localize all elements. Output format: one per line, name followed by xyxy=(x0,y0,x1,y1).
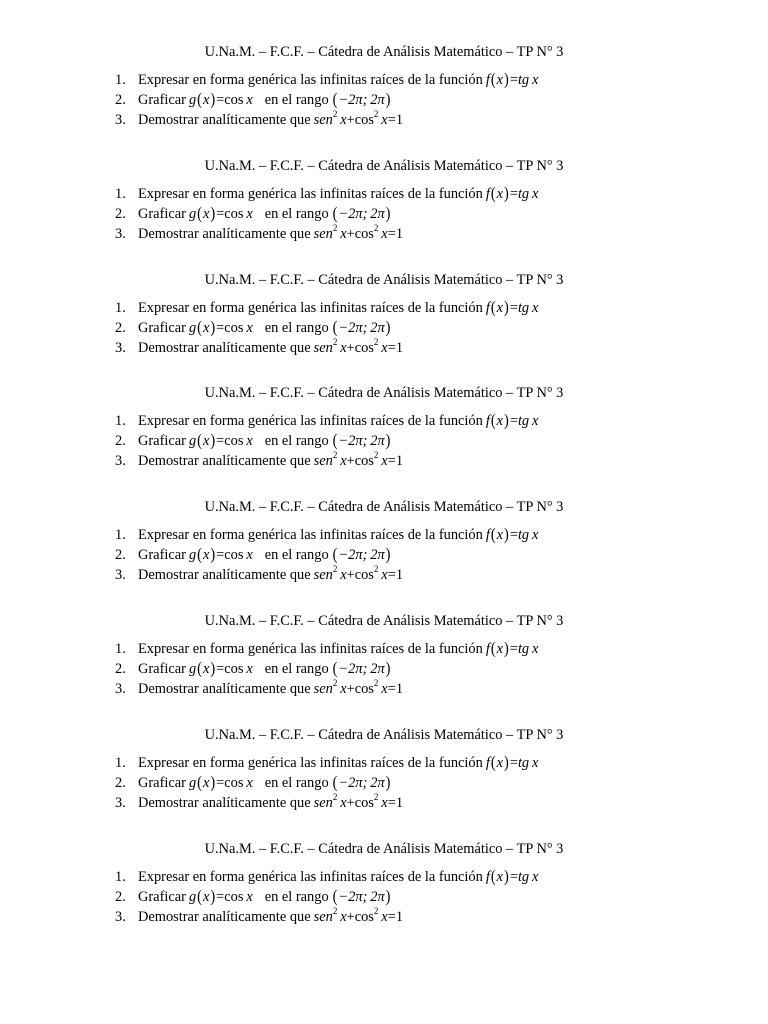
formula-f: f(x)=tg x xyxy=(485,411,539,431)
item-label: Graficar xyxy=(138,320,186,336)
item-number: 1. xyxy=(115,641,126,657)
item-label: Graficar xyxy=(138,547,186,563)
formula-f: f(x)=tg x xyxy=(485,753,539,773)
item-text xyxy=(138,432,391,450)
range-label: en el rango xyxy=(264,547,329,563)
item-label: Demostrar analíticamente que xyxy=(138,112,311,128)
item-text xyxy=(138,185,538,203)
item-label: Expresar en forma genérica las infinitas raíces de la función xyxy=(138,186,483,202)
item-number: 3. xyxy=(115,226,126,242)
item-text xyxy=(138,412,538,430)
item-number: 2. xyxy=(115,547,126,563)
range-label: en el rango xyxy=(264,206,329,222)
item-text xyxy=(138,660,391,678)
formula-f: f(x)=tg x xyxy=(485,298,539,318)
formula-range: (−2π; 2π) xyxy=(332,318,391,338)
formula-range: (−2π; 2π) xyxy=(332,887,391,907)
formula-range: (−2π; 2π) xyxy=(332,545,391,565)
formula-g: g(x)=cos x xyxy=(188,90,253,110)
item-number: 2. xyxy=(115,661,126,677)
formula-range: (−2π; 2π) xyxy=(332,773,391,793)
item-label: Demostrar analíticamente que xyxy=(138,681,311,697)
item-label: Expresar en forma genérica las infinitas raíces de la función xyxy=(138,413,483,429)
range-label: en el rango xyxy=(264,889,329,905)
item-number: 2. xyxy=(115,433,126,449)
item-text xyxy=(138,299,538,317)
formula-g: g(x)=cos x xyxy=(188,659,253,679)
formula-g: g(x)=cos x xyxy=(188,318,253,338)
block-title: U.Na.M. – F.C.F. – Cátedra de Análisis Matemático – TP N° 3 xyxy=(204,44,564,60)
item-label: Graficar xyxy=(138,889,186,905)
range-label: en el rango xyxy=(264,775,329,791)
item-text xyxy=(138,754,538,772)
item-text xyxy=(138,566,403,584)
item-text xyxy=(138,111,403,129)
item-number: 1. xyxy=(115,300,126,316)
formula-range: (−2π; 2π) xyxy=(332,659,391,679)
item-text xyxy=(138,888,391,906)
item-text xyxy=(138,680,403,698)
item-label: Graficar xyxy=(138,206,186,222)
formula-g: g(x)=cos x xyxy=(188,773,253,793)
item-number: 3. xyxy=(115,795,126,811)
item-label: Expresar en forma genérica las infinitas raíces de la función xyxy=(138,527,483,543)
item-label: Demostrar analíticamente que xyxy=(138,226,311,242)
item-label: Expresar en forma genérica las infinitas raíces de la función xyxy=(138,755,483,771)
item-text xyxy=(138,908,403,926)
block-title: U.Na.M. – F.C.F. – Cátedra de Análisis Matemático – TP N° 3 xyxy=(204,158,564,174)
item-text xyxy=(138,640,538,658)
item-number: 2. xyxy=(115,92,126,108)
item-label: Graficar xyxy=(138,661,186,677)
range-label: en el rango xyxy=(264,320,329,336)
item-text xyxy=(138,339,403,357)
formula-f: f(x)=tg x xyxy=(485,525,539,545)
item-text xyxy=(138,91,391,109)
item-number: 3. xyxy=(115,909,126,925)
item-text xyxy=(138,526,538,544)
block-title: U.Na.M. – F.C.F. – Cátedra de Análisis Matemático – TP N° 3 xyxy=(204,613,564,629)
item-label: Graficar xyxy=(138,775,186,791)
range-label: en el rango xyxy=(264,433,329,449)
item-label: Demostrar analíticamente que xyxy=(138,340,311,356)
formula-identity: sen$^2$ $x+\cos^2$ x=1 xyxy=(313,109,404,128)
item-label: Graficar xyxy=(138,92,186,108)
formula-f: f(x)=tg x xyxy=(485,639,539,659)
formula-g: g(x)=cos x xyxy=(188,431,253,451)
item-number: 1. xyxy=(115,755,126,771)
formula-f: f(x)=tg x xyxy=(485,867,539,887)
item-number: 2. xyxy=(115,775,126,791)
formula-range: (−2π; 2π) xyxy=(332,431,391,451)
item-text xyxy=(138,794,403,812)
item-number: 3. xyxy=(115,453,126,469)
formula-f: f(x)=tg x xyxy=(485,184,539,204)
item-number: 3. xyxy=(115,112,126,128)
formula-g: g(x)=cos x xyxy=(188,204,253,224)
item-text xyxy=(138,71,538,89)
formula-identity: sen$^2$ $x+\cos^2$ x=1 xyxy=(313,337,404,356)
item-text xyxy=(138,774,391,792)
item-label: Expresar en forma genérica las infinitas raíces de la función xyxy=(138,869,483,885)
item-number: 3. xyxy=(115,567,126,583)
range-label: en el rango xyxy=(264,92,329,108)
item-number: 1. xyxy=(115,413,126,429)
item-label: Expresar en forma genérica las infinitas raíces de la función xyxy=(138,641,483,657)
formula-identity: sen$^2$ $x+\cos^2$ x=1 xyxy=(313,223,404,242)
item-number: 1. xyxy=(115,527,126,543)
formula-range: (−2π; 2π) xyxy=(332,204,391,224)
item-text xyxy=(138,868,538,886)
item-text xyxy=(138,546,391,564)
item-text xyxy=(138,205,391,223)
block-title: U.Na.M. – F.C.F. – Cátedra de Análisis Matemático – TP N° 3 xyxy=(204,272,564,288)
formula-identity: sen$^2$ $x+\cos^2$ x=1 xyxy=(313,564,404,583)
item-label: Expresar en forma genérica las infinitas raíces de la función xyxy=(138,300,483,316)
item-number: 3. xyxy=(115,681,126,697)
item-label: Demostrar analíticamente que xyxy=(138,795,311,811)
item-label: Demostrar analíticamente que xyxy=(138,567,311,583)
item-label: Demostrar analíticamente que xyxy=(138,909,311,925)
block-title: U.Na.M. – F.C.F. – Cátedra de Análisis Matemático – TP N° 3 xyxy=(204,727,564,743)
formula-f: f(x)=tg x xyxy=(485,70,539,90)
item-label: Graficar xyxy=(138,433,186,449)
item-number: 2. xyxy=(115,889,126,905)
item-number: 1. xyxy=(115,72,126,88)
item-number: 2. xyxy=(115,320,126,336)
item-number: 1. xyxy=(115,869,126,885)
formula-identity: sen$^2$ $x+\cos^2$ x=1 xyxy=(313,450,404,469)
block-title: U.Na.M. – F.C.F. – Cátedra de Análisis Matemático – TP N° 3 xyxy=(204,499,564,515)
formula-g: g(x)=cos x xyxy=(188,545,253,565)
item-label: Demostrar analíticamente que xyxy=(138,453,311,469)
item-label: Expresar en forma genérica las infinitas raíces de la función xyxy=(138,72,483,88)
item-number: 2. xyxy=(115,206,126,222)
block-title: U.Na.M. – F.C.F. – Cátedra de Análisis Matemático – TP N° 3 xyxy=(204,841,564,857)
block-title: U.Na.M. – F.C.F. – Cátedra de Análisis Matemático – TP N° 3 xyxy=(204,385,564,401)
formula-range: (−2π; 2π) xyxy=(332,90,391,110)
item-text xyxy=(138,452,403,470)
formula-identity: sen$^2$ $x+\cos^2$ x=1 xyxy=(313,678,404,697)
item-text xyxy=(138,319,391,337)
formula-identity: sen$^2$ $x+\cos^2$ x=1 xyxy=(313,792,404,811)
formula-g: g(x)=cos x xyxy=(188,887,253,907)
range-label: en el rango xyxy=(264,661,329,677)
item-number: 1. xyxy=(115,186,126,202)
item-text xyxy=(138,225,403,243)
item-number: 3. xyxy=(115,340,126,356)
formula-identity: sen$^2$ $x+\cos^2$ x=1 xyxy=(313,906,404,925)
